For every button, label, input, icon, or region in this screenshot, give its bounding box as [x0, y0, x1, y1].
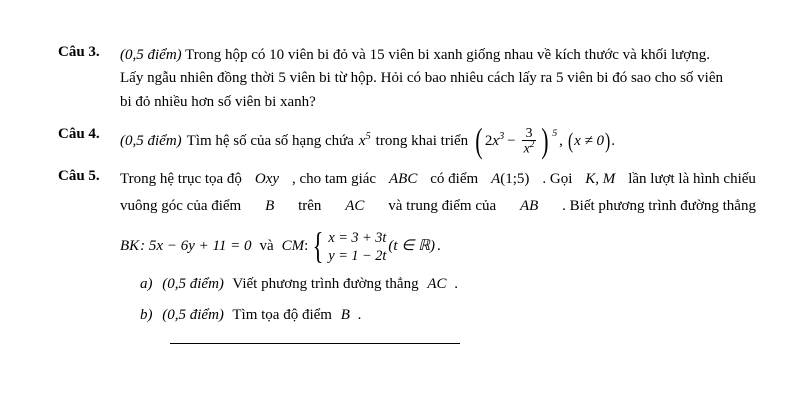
sub-b-points: (0,5 điểm) [162, 307, 224, 324]
question-4-fraction [522, 126, 537, 157]
question-4-condition [567, 130, 611, 153]
question-4 [58, 121, 758, 161]
q5-l1-e: lần lượt là hình chiếu [628, 171, 756, 187]
q5-l3-bk-equation: : 5x − 6y + 11 = 0 [140, 238, 252, 255]
q5-l3-cm: CM [281, 238, 305, 255]
sub-a-text: Viết phương trình đường thẳng [232, 275, 419, 292]
question-3-line-3: bi đỏ nhiều hơn số viên bi xanh? [120, 93, 316, 110]
q5-l1-km: K, M [585, 171, 616, 187]
sub-b-period: . [357, 307, 362, 324]
system-row-y: y = 1 − 2t [328, 247, 387, 264]
question-5-line-2 [120, 195, 756, 218]
system-row-x: x = 3 + 3t [328, 229, 387, 246]
question-3-body [120, 44, 756, 114]
sub-b-marker: b) [140, 307, 153, 324]
sub-a-object: AC [427, 275, 447, 292]
question-4-text-b: trong khai triển [375, 132, 469, 149]
footer-divider [170, 343, 460, 344]
right-paren-glyph: ) [541, 121, 549, 161]
q5-l2-ab: AB [520, 198, 539, 215]
question-4-label: Câu 4. [58, 126, 100, 142]
question-4-monomial-exponent: 5 [365, 131, 371, 143]
q5-l2-d: và trung điểm của [388, 198, 497, 215]
cond-left-paren: ( [567, 128, 574, 153]
q5-l1-point-a: A(1;5) [491, 171, 530, 187]
sub-a-points: (0,5 điểm) [162, 275, 224, 292]
system-rows [328, 229, 386, 265]
cond-text: x ≠ 0 [574, 132, 605, 149]
q5-l3-bk: BK [120, 238, 140, 255]
question-4-points: (0,5 điểm) [120, 132, 182, 149]
question-4-body [120, 121, 756, 161]
question-3 [58, 44, 758, 114]
sub-b-object: B [340, 307, 350, 324]
question-4-monomial: $x^5$ [358, 131, 371, 150]
question-4-binomial-expression [473, 121, 558, 161]
question-4-minus-sign: − [507, 132, 516, 149]
sub-a-period: . [454, 275, 459, 292]
q5-l1-c: có điểm [430, 171, 479, 187]
q5-l2-b: B [265, 198, 275, 215]
q5-l2-e: . Biết phương trình đường thẳng [562, 198, 756, 215]
fraction-numerator: 3 [525, 125, 533, 140]
fraction-denominator: $x^2$ [523, 140, 535, 157]
question-4-text-a: Tìm hệ số của số hạng chứa [186, 132, 354, 149]
question-3-text-1: Trong hộp có 10 viên bi đỏ và 15 viên bi xanh giống nhau về kích thước và khối lượng. [185, 47, 710, 63]
question-5-sub-a [140, 273, 756, 296]
q5-l3-period: . [436, 238, 441, 255]
question-5-label: Câu 5. [58, 168, 100, 184]
q5-parametric-system [309, 226, 387, 268]
q5-l3-and: và [259, 238, 274, 255]
question-5-line-1 [120, 168, 756, 191]
q5-l2-ac: AC [345, 198, 365, 215]
q5-l3-colon: : [304, 238, 309, 255]
question-5 [58, 168, 758, 327]
question-3-points: (0,5 điểm) [120, 47, 182, 63]
question-3-line-1 [120, 44, 756, 67]
q5-l1-oxy: Oxy [254, 171, 280, 187]
q5-l1-a: Trong hệ trục tọa độ [120, 171, 242, 187]
question-4-period: . [611, 132, 616, 149]
q5-l2-c: trên [298, 198, 322, 215]
question-4-term-1: $2x^3$ [484, 131, 505, 150]
cond-right-paren: ) [605, 128, 611, 153]
q5-l3-param-condition: (t ∈ ℝ) [388, 238, 435, 255]
question-3-line-2: Lấy ngẫu nhiên đồng thời 5 viên bi từ hộp. Hỏi có bao nhiêu cách lấy ra 5 viên bi đó sao cho số viên [120, 70, 724, 87]
question-3-label: Câu 3. [58, 44, 100, 60]
sub-b-text: Tìm tọa độ điểm [232, 307, 332, 324]
question-4-comma: , [559, 132, 563, 149]
question-5-sub-b [140, 304, 756, 327]
q5-l1-d: . Gọi [542, 171, 573, 187]
q5-l1-abc: ABC [389, 171, 418, 187]
sub-a-marker: a) [140, 275, 153, 292]
question-5-body [120, 168, 756, 327]
q5-l1-b: , cho tam giác [291, 171, 377, 187]
left-brace-glyph: { [312, 226, 324, 268]
question-4-binomial-exponent: 5 [552, 128, 558, 139]
question-5-line-3 [120, 226, 756, 268]
q5-l2-a: vuông góc của điểm [120, 198, 242, 215]
left-paren-glyph: ( [475, 121, 483, 161]
